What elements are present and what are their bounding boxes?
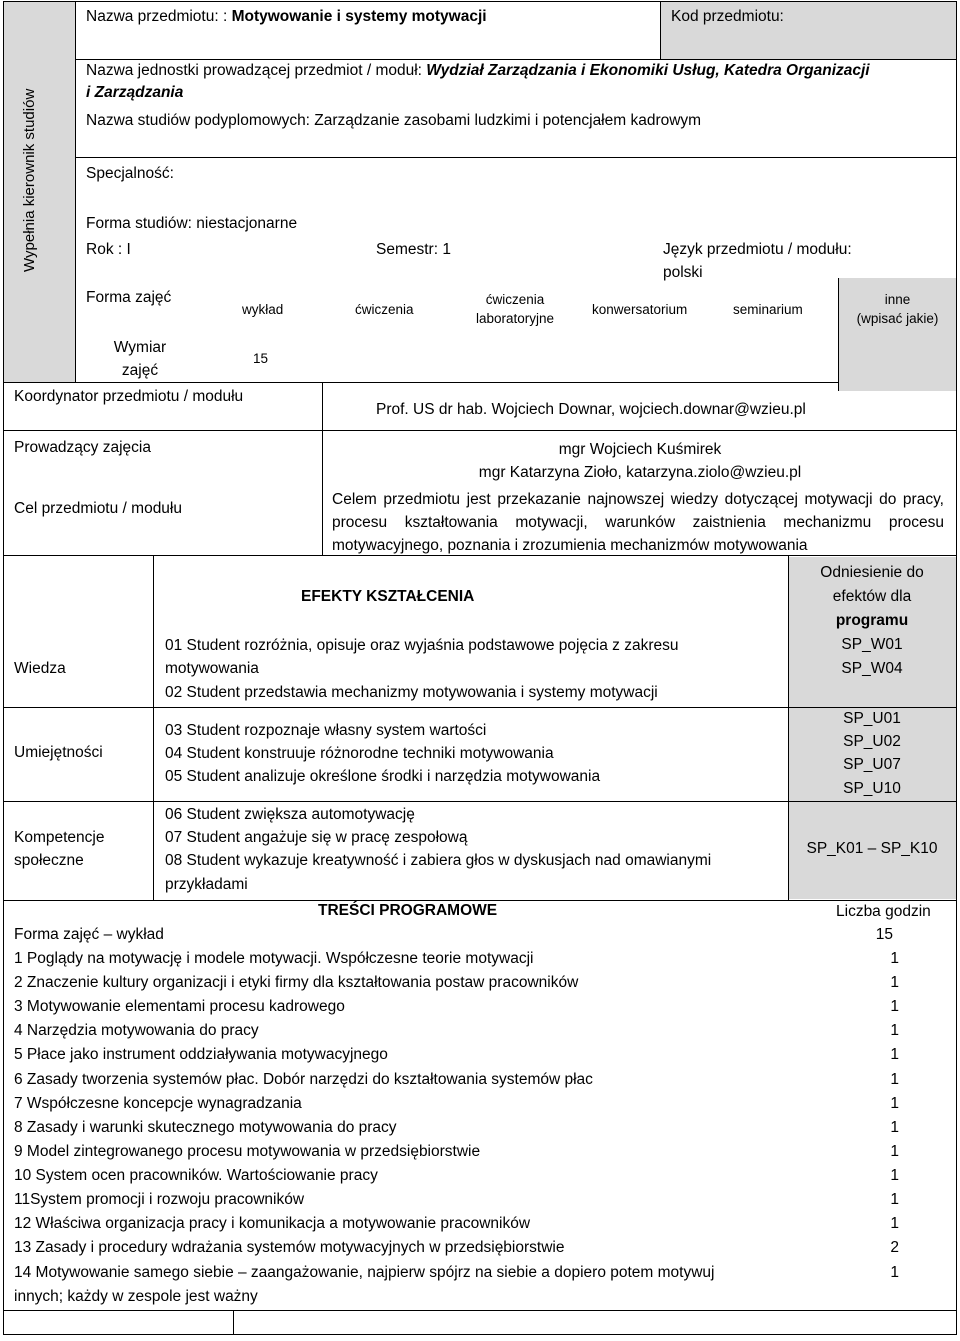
program-item-14: [14, 1261, 949, 1285]
outcomes-title: EFEKTY KSZTAŁCENIA: [301, 588, 475, 605]
program-item-hours: 1: [890, 1046, 899, 1064]
program-item-hours: 1: [890, 1094, 899, 1112]
language-label: Język przedmiotu / modułu:: [663, 241, 852, 258]
outcomes-ref-3: programu: [835, 612, 909, 629]
knowledge-ref-2: SP_W04: [841, 660, 903, 677]
program-item: [14, 1236, 949, 1260]
dimension-label-1: Wymiar: [113, 339, 167, 356]
skills-line-2: 04 Student konstruuje różnorodne techniki motywowania: [165, 745, 554, 762]
program-item-text: 9 Model zintegrowanego procesu motywowania w przedsiębiorstwie: [14, 1142, 481, 1160]
program-item-14-cont: [14, 1285, 949, 1309]
goal-text: Celem przedmiotu jest przekazanie najnowszej wiedzy dotyczącej motywacji do pracy, procesu kształtowania motywacji, warunków zaistnienia mechanizmu procesu motywacyjnego, poznania i zrozumienia mechanizmów motywowania: [332, 491, 944, 554]
unit-label: Nazwa jednostki prowadzącej przedmiot / moduł:: [86, 62, 427, 79]
dimension-label-2: zajęć: [121, 362, 159, 379]
outcomes-ref-2: efektów dla: [832, 588, 912, 605]
program-item-hours: 1: [890, 1166, 899, 1184]
skills-ref-4: SP_U10: [843, 780, 901, 797]
skills-ref-3: SP_U07: [843, 756, 901, 773]
program-item: [14, 1212, 949, 1236]
skills-line-3: 05 Student analizuje określone środki i narzędzia motywowania: [165, 768, 601, 785]
lecture-hours: 15: [253, 351, 269, 366]
program-item: [14, 995, 949, 1019]
col-other-2: (wpisać jakie): [856, 311, 939, 326]
col-lab-1: ćwiczenia: [485, 292, 545, 307]
speciality: Specjalność:: [86, 165, 174, 182]
social-label-2: społeczne: [14, 852, 84, 869]
skills-line-1: 03 Student rozpoznaje własny system wartości: [165, 722, 487, 739]
knowledge-ref-1: SP_W01: [841, 636, 903, 653]
social-line-1: 06 Student zwiększa automotywację: [165, 806, 415, 823]
program-item: [14, 1092, 949, 1116]
program-item-hours: 1: [890, 1191, 899, 1208]
col-lab-2: laboratoryjne: [475, 311, 555, 326]
program-item-hours: 1: [890, 1215, 899, 1233]
program-hours-label: Liczba godzin: [836, 903, 931, 920]
form-of-study: Forma studiów: niestacjonarne: [86, 215, 298, 232]
code-label: Kod przedmiotu:: [671, 8, 784, 25]
program-item-hours: 1: [890, 1118, 899, 1136]
social-line-3: 08 Student wykazuje kreatywność i zabiera głos w dyskusjach nad omawianymi: [165, 852, 712, 869]
instructor-2: mgr Katarzyna Zioło, katarzyna.ziolo@wzieu.pl: [478, 464, 802, 481]
subject-row: [86, 8, 487, 26]
program-item: [14, 1043, 949, 1067]
program-item-text: 11System promocji i rozwoju pracowników: [14, 1191, 305, 1208]
unit-value-1: Wydział Zarządzania i Ekonomiki Usług, Katedra Organizacji: [426, 62, 870, 79]
skills-ref-1: SP_U01: [843, 710, 901, 727]
program-form-row: [14, 923, 949, 947]
program-item-text: 10 System ocen pracowników. Wartościowanie pracy: [14, 1166, 378, 1184]
form-of-classes-label: Forma zajęć: [86, 289, 172, 306]
program-form-label: Forma zajęć – wykład: [14, 926, 164, 943]
skills-ref-2: SP_U02: [843, 733, 901, 750]
program-item-text: 4 Narzędzia motywowania do pracy: [14, 1022, 259, 1040]
knowledge-line-2: motywowania: [165, 660, 259, 677]
semester: Semestr: 1: [376, 241, 451, 258]
outcomes-ref-1: Odniesienie do: [820, 564, 924, 581]
social-label-1: Kompetencje: [14, 829, 105, 846]
program-item-text: 6 Zasady tworzenia systemów płac. Dobór narzędzi do kształtowania systemów płac: [14, 1070, 593, 1088]
studies-name: Nazwa studiów podyplomowych: Zarządzanie zasobami ludzkimi i potencjałem kadrowym: [86, 112, 702, 129]
program-item-hours: 1: [890, 998, 899, 1016]
program-item: [14, 971, 949, 995]
program-item-hours: 1: [890, 974, 899, 992]
year: Rok : I: [86, 241, 131, 258]
subject-label: Nazwa przedmiotu: :: [86, 8, 232, 25]
program-item-text: 1 Poglądy na motywację i modele motywacji. Współczesne teorie motywacji: [14, 950, 534, 967]
program-item: [14, 1019, 949, 1043]
coordinator-value: Prof. US dr hab. Wojciech Downar, wojciech.downar@wzieu.pl: [376, 401, 806, 418]
unit-line1: [86, 62, 870, 80]
program-item: [14, 1164, 949, 1188]
skills-label: Umiejętności: [14, 744, 103, 761]
goal-label: Cel przedmiotu / modułu: [14, 500, 182, 517]
unit-value-2: i Zarządzania: [86, 84, 184, 101]
program-item-text: 14 Motywowanie samego siebie – zaangażowanie, najpierw spójrz na siebie a dopiero potem motywuj: [14, 1264, 715, 1281]
program-item-text: 3 Motywowanie elementami procesu kadrowego: [14, 998, 345, 1016]
knowledge-line-1: 01 Student rozróżnia, opisuje oraz wyjaśnia podstawowe pojęcia z zakresu: [165, 637, 679, 654]
program-item-text: 13 Zasady i procedury wdrażania systemów motywacyjnych w przedsiębiorstwie: [14, 1239, 565, 1257]
knowledge-label: Wiedza: [14, 660, 66, 677]
coordinator-label: Koordynator przedmiotu / modułu: [14, 388, 244, 405]
program-item-hours: 1: [890, 1264, 899, 1281]
col-exercises: ćwiczenia: [355, 302, 414, 317]
instructors-label: Prowadzący zajęcia: [14, 439, 151, 456]
col-conversatory: konwersatorium: [592, 302, 688, 317]
program-item-text: 5 Płace jako instrument oddziaływania motywacyjnego: [14, 1046, 388, 1064]
program-item-text: 7 Współczesne koncepcje wynagradzania: [14, 1094, 302, 1112]
program-item-hours: 2: [890, 1239, 899, 1257]
program-item-text-cont: innych; każdy w zespole jest ważny: [14, 1288, 258, 1305]
program-item: [14, 1188, 949, 1212]
program-item-text: 12 Właściwa organizacja pracy i komunikacja a motywowanie pracowników: [14, 1215, 531, 1233]
side-label: Wypełnia kierownik studiów: [21, 88, 38, 272]
program-item: [14, 1140, 949, 1164]
program-item: [14, 947, 949, 971]
social-refs: SP_K01 – SP_K10: [806, 840, 938, 857]
program-title: TREŚCI PROGRAMOWE: [318, 902, 498, 919]
col-lecture: wykład: [242, 302, 284, 317]
social-line-2: 07 Student angażuje się w pracę zespołową: [165, 829, 468, 846]
program-item: [14, 1068, 949, 1092]
program-item-text: 8 Zasady i warunki skutecznego motywowania do pracy: [14, 1118, 397, 1136]
col-seminar: seminarium: [733, 302, 803, 317]
program-item-hours: 1: [890, 950, 899, 967]
knowledge-line-3: 02 Student przedstawia mechanizmy motywowania i systemy motywacji: [165, 684, 658, 701]
program-form-hours: 15: [875, 926, 893, 943]
language-value: polski: [663, 264, 703, 281]
program-item-hours: 1: [890, 1022, 899, 1040]
instructor-1: mgr Wojciech Kuśmirek: [558, 441, 722, 458]
social-line-4: przykładami: [165, 876, 248, 893]
program-item-hours: 1: [890, 1070, 899, 1088]
program-item-text: 2 Znaczenie kultury organizacji i etyki firmy dla kształtowania postaw pracowników: [14, 974, 579, 992]
col-other-1: inne: [884, 292, 911, 307]
program-item-hours: 1: [890, 1142, 899, 1160]
subject-value: Motywowanie i systemy motywacji: [231, 8, 487, 25]
program-item: [14, 1116, 949, 1140]
